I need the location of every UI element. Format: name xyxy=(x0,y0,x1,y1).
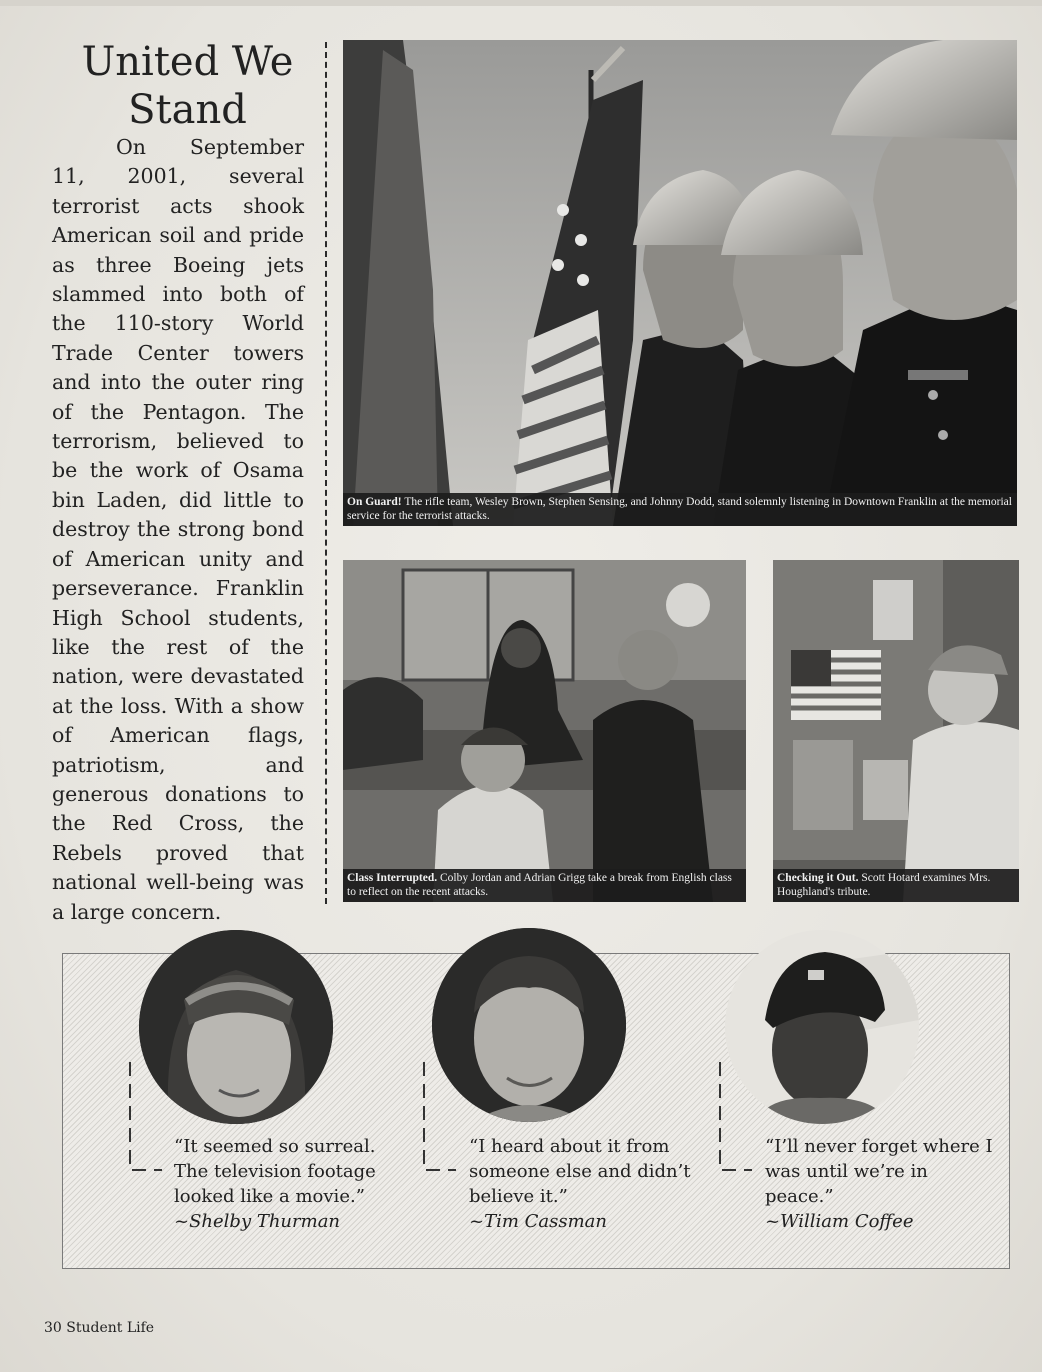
quote-text: “I heard about it from someone else and didn’t believe it.” xyxy=(469,1136,691,1207)
caption-rifle-team-text: The rifle team, Wesley Brown, Stephen Sensing, and Johnny Dodd, stand solemnly listening in Downtown Franklin at the memorial service for the terrorist attacks. xyxy=(347,496,1012,522)
flag-on-board xyxy=(791,650,881,720)
photo-classroom xyxy=(343,560,746,902)
top-rule xyxy=(0,0,1042,6)
caption-rifle-team xyxy=(343,493,1017,526)
quote-attribution: ~William Coffee xyxy=(765,1211,914,1232)
quote-shelby xyxy=(174,1134,404,1234)
caption-bulletin-board-text: Scott Hotard examines Mrs. Houghland's tribute. xyxy=(777,872,991,898)
caption-classroom-title: Class Interrupted. xyxy=(347,872,438,884)
classroom-image xyxy=(343,560,746,902)
portrait-tim-image xyxy=(432,928,626,1122)
body-paragraph: On September 11, 2001, several terrorist acts shook American soil and pride as three Boeing jets slammed into both of the 110-story World Trade Center towers and into the outer ring of the Pentagon. The terrorism, believed to be the work of Osama bin Laden, did little to destroy the strong bond of American unity and perseverance. Franklin High School students, like the rest of the nation, were devastated at the loss. With a show of American flags, patriotism, and generous donations to the Red Cross, the Rebels proved that national well-being was a large concern. xyxy=(52,135,304,924)
portrait-shelby-image xyxy=(139,930,333,1124)
caption-classroom-text: Colby Jordan and Adrian Grigg take a break from English class to reflect on the recent attacks. xyxy=(347,872,732,898)
quote-william xyxy=(765,1134,997,1234)
quote-text: “It seemed so surreal. The television footage looked like a movie.” xyxy=(174,1136,376,1207)
portrait-william-coffee xyxy=(725,930,919,1124)
photo-rifle-team xyxy=(343,40,1017,526)
column-divider xyxy=(325,42,327,904)
portrait-tim-cassman xyxy=(432,928,626,1122)
quote-bracket-2 xyxy=(416,1062,456,1172)
photo-bulletin-board xyxy=(773,560,1019,902)
quote-text: “I’ll never forget where I was until we’re in peace.” xyxy=(765,1136,993,1207)
portrait-william-image xyxy=(725,930,919,1124)
quote-bracket-3 xyxy=(712,1062,752,1172)
quote-bracket-1 xyxy=(122,1062,162,1172)
title-line-2: Stand xyxy=(128,87,247,133)
quote-attribution: ~Shelby Thurman xyxy=(174,1211,341,1232)
quote-attribution: ~Tim Cassman xyxy=(469,1211,608,1232)
quote-tim xyxy=(469,1134,701,1234)
title-line-1: United We xyxy=(81,39,294,85)
caption-bulletin-board xyxy=(773,869,1019,902)
caption-rifle-team-title: On Guard! xyxy=(347,496,402,508)
page-folio: 30 Student Life xyxy=(44,1320,155,1336)
portrait-shelby-thurman xyxy=(139,930,333,1124)
caption-bulletin-board-title: Checking it Out. xyxy=(777,872,859,884)
bulletin-board-image xyxy=(773,560,1019,902)
page-title xyxy=(70,38,305,134)
body-copy xyxy=(52,133,304,927)
rifle-team-image xyxy=(343,40,1017,526)
caption-classroom xyxy=(343,869,746,902)
